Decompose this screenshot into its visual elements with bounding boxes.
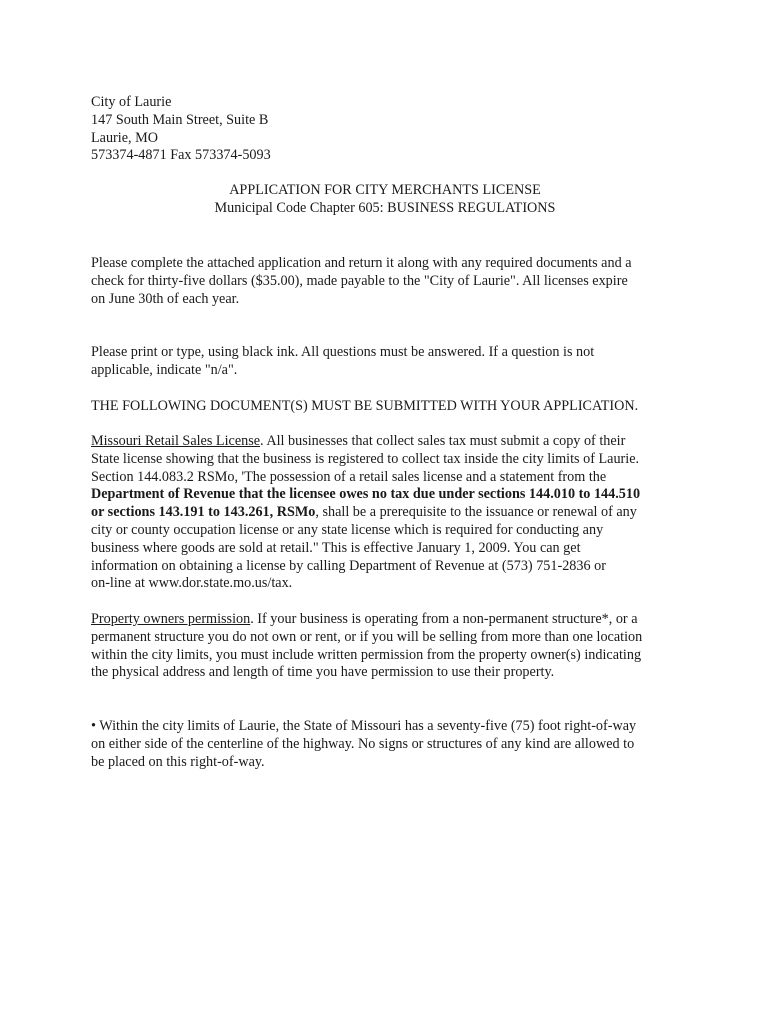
property-permission-heading: Property owners permission — [91, 611, 251, 627]
street-address: 147 South Main Street, Suite B — [91, 111, 269, 128]
retail-license-heading: Missouri Retail Sales License — [91, 433, 261, 449]
intro-line: Please complete the attached application and return it along with any required documents and a — [91, 255, 632, 271]
property-line: permanent structure you do not own or rent, or if you will be selling from more than one location — [91, 628, 643, 645]
property-line-rest: . If your business is operating from a non-permanent structure*, or a — [250, 611, 638, 627]
retail-line: State license showing that the business is registered to collect tax inside the city limits of Laurie. — [91, 450, 640, 467]
property-line: within the city limits, you must include written permission from the property owner(s) indicating — [91, 646, 642, 663]
property-line — [91, 611, 691, 629]
retail-line: on-line at www.dor.state.mo.us/tax. — [91, 575, 293, 592]
property-line: the physical address and length of time you have permission to use their property. — [91, 664, 555, 681]
phone-fax: 573374-4871 Fax 573374-5093 — [91, 147, 271, 164]
retail-line: information on obtaining a license by calling Department of Revenue at (573) 751-2836 or — [91, 557, 606, 574]
retail-license-paragraph — [91, 433, 691, 593]
retail-line: Section 144.083.2 RSMo, 'The possession of a retail sales license and a statement from the — [91, 468, 607, 485]
retail-line — [91, 433, 691, 451]
instructions-paragraph — [91, 344, 691, 380]
intro-paragraph — [91, 255, 691, 308]
property-permission-paragraph — [91, 611, 691, 682]
intro-line: check for thirty-five dollars ($35.00), made payable to the "City of Laurie". All licenses expire — [91, 272, 628, 289]
instructions-line: applicable, indicate "n/a". — [91, 361, 238, 378]
city-state: Laurie, MO — [91, 129, 158, 146]
documents-heading — [91, 398, 691, 416]
title-subtitle: Municipal Code Chapter 605: BUSINESS REGULATIONS — [214, 199, 556, 216]
retail-line: city or county occupation license or any state license which is required for conducting any — [91, 521, 604, 538]
title-main: APPLICATION FOR CITY MERCHANTS LICENSE — [229, 182, 541, 198]
footnote-line: • Within the city limits of Laurie, the State of Missouri has a seventy-five (75) foot right-of-way — [91, 718, 637, 734]
retail-line-bold: Department of Revenue that the licensee owes no tax due under sections 144.010 to 144.510 — [91, 486, 641, 503]
footnote-line: be placed on this right-of-way. — [91, 753, 265, 770]
footnote-paragraph — [91, 718, 691, 771]
retail-line-rest: , shall be a prerequisite to the issuance or renewal of any — [315, 504, 637, 521]
retail-line: business where goods are sold at retail." This is effective January 1, 2009. You can get — [91, 539, 581, 556]
footnote-line: on either side of the centerline of the highway. No signs or structures of any kind are allowed to — [91, 735, 635, 752]
documents-heading-text: THE FOLLOWING DOCUMENT(S) MUST BE SUBMITTED WITH YOUR APPLICATION. — [91, 398, 639, 414]
retail-line-rest: . All businesses that collect sales tax must submit a copy of their — [260, 433, 626, 449]
retail-line-bold: or sections 143.191 to 143.261, RSMo — [91, 504, 316, 521]
org-name: City of Laurie — [91, 94, 172, 110]
retail-line — [91, 504, 691, 522]
instructions-line: Please print or type, using black ink. All questions must be answered. If a question is not — [91, 344, 595, 360]
sender-address — [91, 94, 691, 165]
intro-line: on June 30th of each year. — [91, 290, 240, 307]
document-title — [0, 182, 770, 218]
